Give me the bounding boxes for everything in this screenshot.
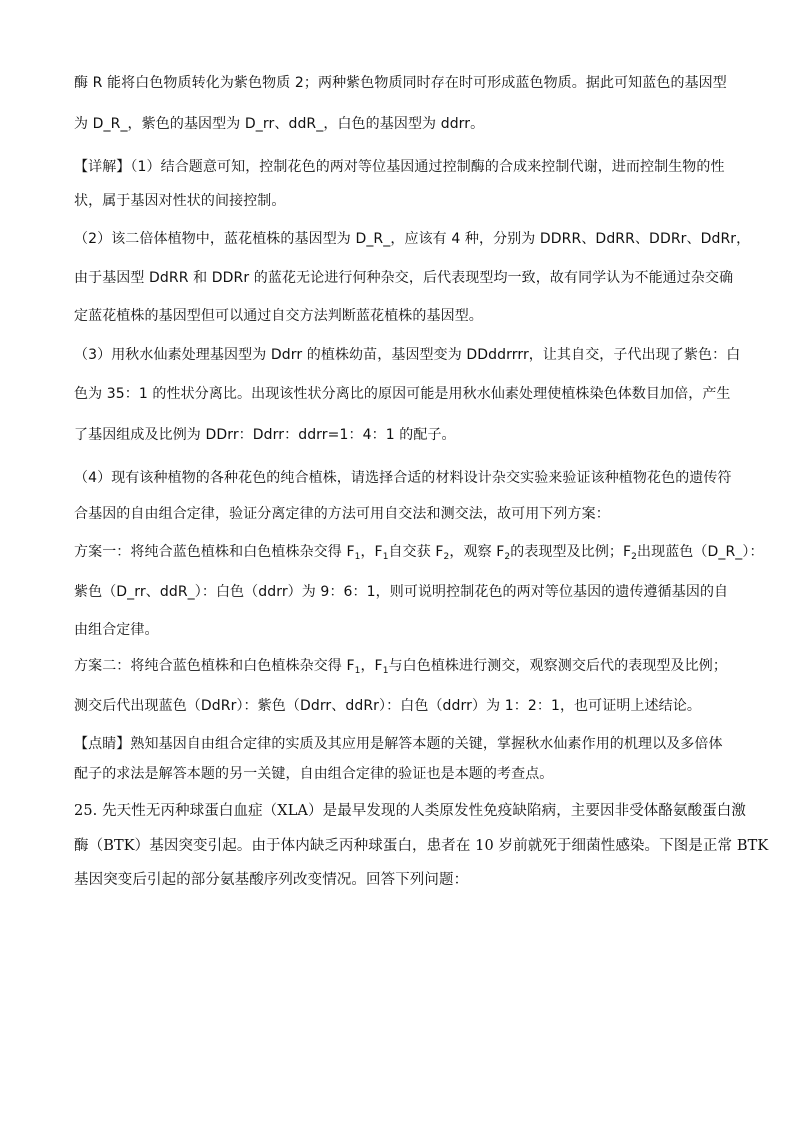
text-line: （3）用秋水仙素处理基因型为 Ddrr 的植株幼苗，基因型变为 DDddrrrr，让其自交，子代出现了紫色：白 [74,347,741,363]
text-run: 方案一：将纯合蓝色植株和白色植株杂交得 F [74,544,355,560]
question-25-line: 基因突变后引起的部分氨基酸序列改变情况。回答下列问题： [74,872,469,888]
text-line: 由于基因型 DdRR 和 DDRr 的蓝花无论进行何种杂交，后代表现型均一致，故有同学认为不能通过杂交确 [74,270,734,286]
text-line: 为 D_R_，紫色的基因型为 D_rr、ddR_，白色的基因型为 ddrr。 [74,116,485,132]
text-line: 【详解】（1）结合题意可知，控制花色的两对等位基因通过控制酶的合成来控制代谢，进而控制生物的性 [74,159,725,175]
text-run: 自交获 F [388,544,444,560]
text-line: 酶 R 能将白色物质转化为紫色物质 2；两种紫色物质同时存在时可形成蓝色物质。据此可知蓝色的基因型 [74,75,727,91]
text-line-scheme-one [74,542,764,562]
text-line: （4）现有该种植物的各种花色的纯合植株，请选择合适的材料设计杂交实验来验证该种植物花色的遗传符 [74,470,732,486]
text-line: 【点睛】熟知基因自由组合定律的实质及其应用是解答本题的关键，掌握秋水仙素作用的机理以及多倍体 [74,736,723,752]
text-line: 配子的求法是解答本题的另一关键，自由组合定律的验证也是本题的考查点。 [74,766,554,782]
subscript: 1 [382,666,389,676]
text-run: ，F [360,544,383,560]
text-line: 测交后代出现蓝色（DdRr）：紫色（Ddrr、ddRr）：白色（ddrr）为 1：2：1，也可证明上述结论。 [74,698,701,714]
text-run: 与白色植株进行测交，观察测交后代的表现型及比例； [388,658,727,674]
subscript: 2 [443,552,450,562]
text-line: 紫色（D_rr、ddR_）：白色（ddrr）为 9：6：1，则可说明控制花色的两对等位基因的遗传遵循基因的自 [74,584,729,600]
text-line: （2）该二倍体植物中，蓝花植株的基因型为 D_R_，应该有 4 种，分别为 DDRR、DdRR、DDRr、DdRr， [74,231,751,247]
text-run: 的表现型及比例；F [510,544,632,560]
subscript: 2 [504,552,511,562]
text-run: ，F [360,658,383,674]
text-run: 出现蓝色（D_R_）： [637,544,764,560]
subscript: 1 [354,552,361,562]
question-25-line: 酶（BTK）基因突变引起。由于体内缺乏丙种球蛋白，患者在 10 岁前就死于细菌性感染。下图是正常 BTK [74,838,769,854]
text-line: 色为 35：1 的性状分离比。出现该性状分离比的原因可能是用秋水仙素处理使植株染色体数目加倍，产生 [74,386,731,402]
text-run: ，观察 F [449,544,505,560]
text-line: 了基因组成及比例为 DDrr：Ddrr：ddrr=1：4：1 的配子。 [74,427,456,443]
text-run: 方案二：将纯合蓝色植株和白色植株杂交得 F [74,658,355,674]
text-line: 由组合定律。 [74,622,159,638]
text-line: 状，属于基因对性状的间接控制。 [74,193,286,209]
text-line-scheme-two [74,656,727,676]
text-line: 定蓝花植株的基因型但可以通过自交方法判断蓝花植株的基因型。 [74,308,483,324]
text-line: 合基因的自由组合定律，验证分离定律的方法可用自交法和测交法，故可用下列方案： [74,506,610,522]
subscript: 1 [354,666,361,676]
subscript: 1 [382,552,389,562]
subscript: 2 [631,552,637,562]
question-25-line: 25. 先天性无丙种球蛋白血症（XLA）是最早发现的人类原发性免疫缺陷病，主要因非受体酪氨酸蛋白激 [74,803,746,819]
